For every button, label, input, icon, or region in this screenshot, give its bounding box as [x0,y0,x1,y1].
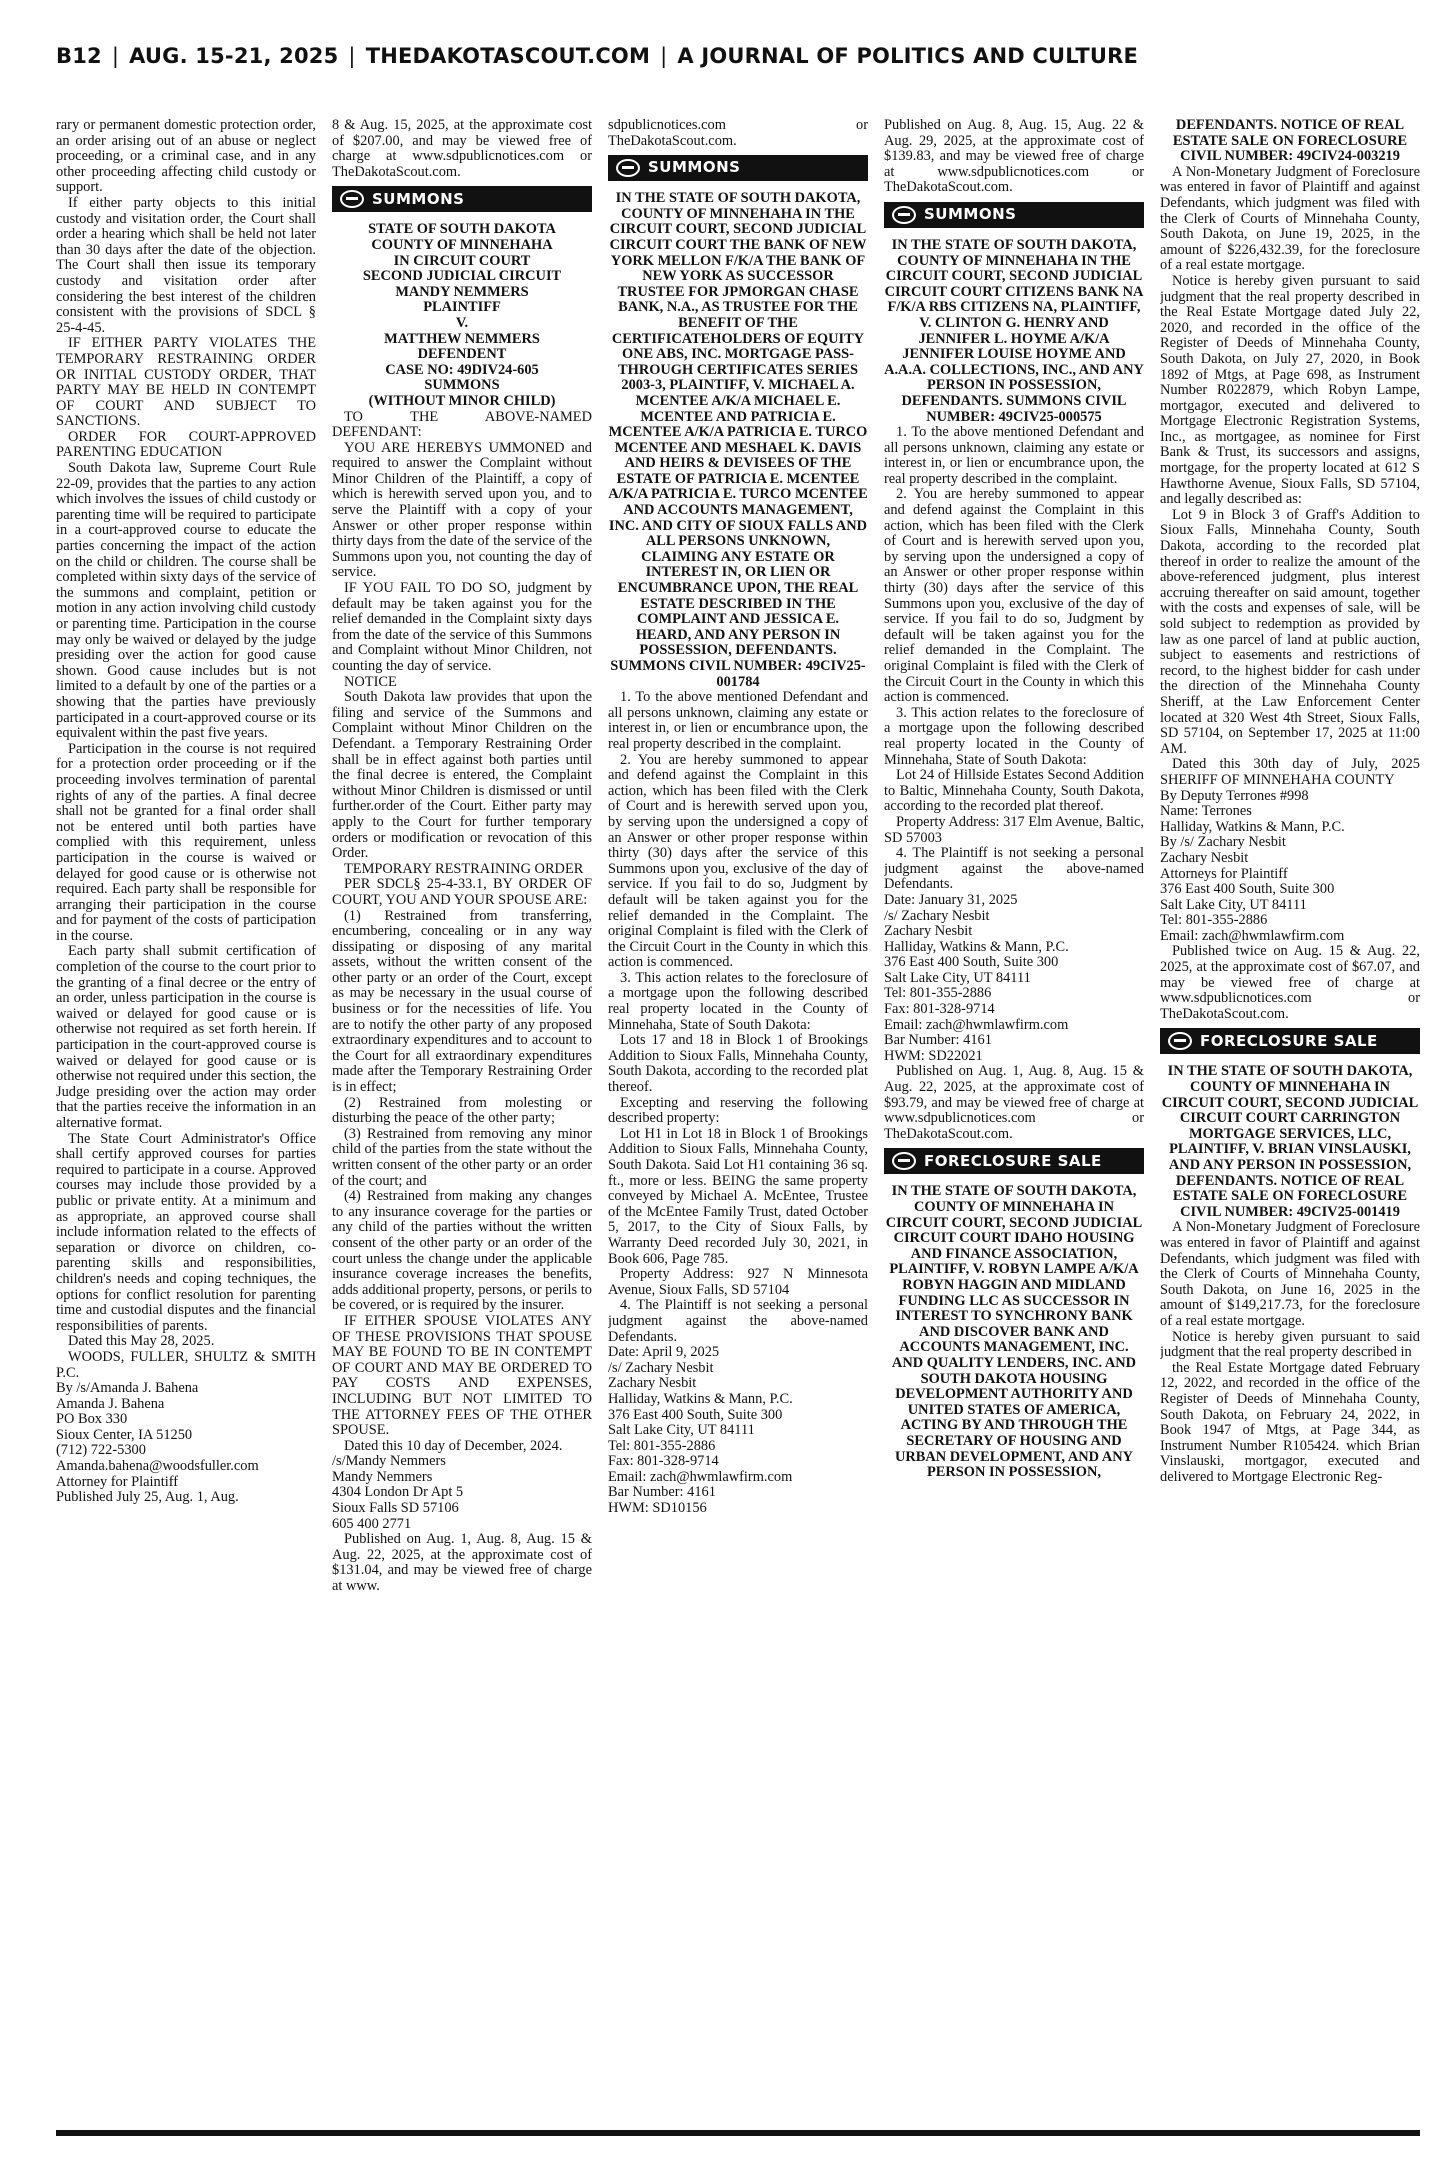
column-1 [56,118,316,2128]
notice-paragraph: By /s/ Zachary Nesbit [1160,834,1286,851]
notice-paragraph: Salt Lake City, UT 84111 [608,1422,755,1439]
notice-paragraph: Dated this 10 day of December, 2024. [344,1437,563,1454]
notice-paragraph: (4) Restrained from making any changes to any insurance coverage for the parties or any child of the parties without the written consent of the other party or an order of the court unless the change under the applicable insurance coverage increases the benefits, adds additional property, persons, or perils to be covered, or is required by the insurer. [332,1188,592,1314]
section-heading-label: SUMMONS [648,158,741,177]
column-5 [1160,118,1420,2128]
publication-tagline: A JOURNAL OF POLITICS AND CULTURE [677,44,1139,68]
notice-paragraph: The State Court Administrator's Office shall certify approved courses for parties required to participate in a course. Approved courses may include those provided by a public or private entity. At a minimum and as appropriate, an approved course shall include information related to the effects of separation or divorce on children, co-parenting skills and responsibilities, children's needs and coping techniques, the options for conflict resolution for parenting time and custodial disputes and the financial responsibilities of parents. [56,1130,316,1334]
notice-paragraph: Participation in the course is not required for a protection order proceeding or if the proceeding involves termination of parental rights of any of the parties. A final decree shall not be granted for a final order shall not be entered until both parties have complied with this requirement, unless participation in the course is waived or delayed for good cause or is otherwise not required. Each party shall be responsible for arranging their participation in the course and for payment of the costs of participation in the course. [56,740,316,944]
notice-paragraph: Tel: 801-355-2886 [1160,912,1268,929]
notice-paragraph: South Dakota law provides that upon the filing and service of the Summons and Complaint without Minor Children on the Defendant. a Temporary Restraining Order shall be in effect against both parties until the final decree is entered, the Complaint without Minor Children is dismissed or until further.order of the Court. Either party may apply to the Court for further temporary orders or modification or revocation of this Order. [332,689,592,862]
notice-paragraph: Dated this 30th day of July, 2025 SHERIFF OF MINNEHAHA COUNTY [1160,756,1420,788]
notice-paragraph: Email: zach@hwmlawfirm.com [1160,927,1345,944]
notice-paragraph: Excepting and reserving the following described property: [608,1094,868,1127]
notice-paragraph: 376 East 400 South, Suite 300 [608,1406,783,1423]
notice-paragraph: 3. This action relates to the foreclosure of a mortgage upon the following described real property located in the County of Minnehaha, State of South Dakota: [884,704,1144,768]
scout-logo-icon [892,1152,916,1170]
notice-paragraph: Email: zach@hwmlawfirm.com [884,1016,1069,1033]
notice-paragraph: IF EITHER SPOUSE VIOLATES ANY OF THESE PROVISIONS THAT SPOUSE MAY BE FOUND TO BE IN CONTEMPT OF COURT AND MAY BE ORDERED TO PAY COSTS AND EXPENSES, INCLUDING BUT NOT LIMITED TO THE ATTORNEY FEES OF THE OTHER SPOUSE. [332,1312,592,1439]
notice-paragraph: /s/Mandy Nemmers [332,1453,446,1470]
notice-caption: DEFENDENT [417,346,507,363]
notice-paragraph: Sioux Center, IA 51250 [56,1426,193,1443]
notice-paragraph: Sioux Falls SD 57106 [332,1500,459,1517]
notice-paragraph: Tel: 801-355-2886 [884,985,992,1002]
notice-paragraph: Date: January 31, 2025 [884,891,1018,908]
notice-caption: MANDY NEMMERS [395,283,529,300]
notice-paragraph: Fax: 801-328-9714 [608,1453,719,1470]
notice-paragraph: If either party objects to this initial custody and visitation order, the Court shall order a hearing which shall be held not later than 30 days after the date of the objection. The Court shall then issue its temporary custody and visitation order after considering the best interest of the children consistent with the provisions of SDCL § 25-4-45. [56,194,316,336]
notice-caption: IN THE STATE OF SOUTH DAKOTA, COUNTY OF MINNEHAHA IN THE CIRCUIT COURT, SECOND JUDICIAL CIRCUIT COURT CITIZENS BANK NA F/K/A RBS CITIZENS NA, PLAINTIFF, V. CLINTON G. HENRY AND JENNIFER L. HOYME A/K/A JENNIFER LOUISE HOYME AND A.A.A. COLLECTIONS, INC., AND ANY PERSON IN POSSESSION, DEFENDANTS. SUMMONS CIVIL NUMBER: 49CIV25-000575 [884,236,1144,425]
notice-paragraph: Amanda.bahena@woodsfuller.com [56,1458,259,1475]
notice-caption: V. [455,314,469,331]
notice-paragraph: 1. To the above mentioned Defendant and all persons unknown, claiming any estate or interest in, or lien or encumbrance upon, the real property described in the complaint. [884,424,1144,487]
notice-paragraph: A Non-Monetary Judgment of Foreclosure was entered in favor of Plaintiff and against Defendants, which judgment was filed with the Clerk of Courts of Minnehaha County, South Dakota, on June 16, 2025 in the amount of $149,217.73, for the foreclosure of a real estate mortgage. [1160,1219,1420,1329]
notice-paragraph: IF EITHER PARTY VIOLATES THE TEMPORARY RESTRAINING ORDER OR INITIAL CUSTODY ORDER, THAT PARTY MAY BE HELD IN CONTEMPT OF COURT AND SUBJECT TO SANCTIONS. [56,335,316,430]
notice-paragraph: Attorney for Plaintiff [56,1473,179,1490]
site-name: THEDAKOTASCOUT.COM [365,44,651,68]
notice-caption: SUMMONS [424,377,500,394]
scout-logo-icon [616,159,640,177]
notice-paragraph: 376 East 400 South, Suite 300 [1160,881,1335,898]
bottom-rule [56,2130,1420,2136]
notice-paragraph: Fax: 801-328-9714 [884,1001,995,1018]
scout-logo-icon [892,206,916,224]
notice-paragraph: 3. This action relates to the foreclosure of a mortgage upon the following described real property located in the County of Minnehaha, State of South Dakota: [608,969,868,1033]
scout-logo-icon [1168,1032,1192,1050]
notice-paragraph: Name: Terrones [1160,803,1252,820]
notice-paragraph: Notice is hereby given pursuant to said judgment that the real property described in [1160,1328,1420,1361]
notice-paragraph: Salt Lake City, UT 84111 [884,969,1031,986]
header-separator: | [348,44,356,68]
notice-caption: PLAINTIFF [423,299,501,316]
notice-paragraph: Zachary Nesbit [1160,849,1249,866]
notice-paragraph: 4. The Plaintiff is not seeking a personal judgment against the above-named Defendants. [884,845,1144,893]
header-separator: | [111,44,120,68]
column-2 [332,118,592,2128]
notice-paragraph: /s/ Zachary Nesbit [608,1359,714,1376]
notice-paragraph: Lot 9 in Block 3 of Graff's Addition to Sioux Falls, Minnehaha County, South Dakota, according to the recorded plat thereof in order to realize the amount of the above-referenced judgment, plus interest accruing thereafter on said amount, together with the costs and expenses of sale, will be sold subject to redemption as provided by law as one parcel of land at public auction, subject to easements and restrictions of record, to the highest bidder for cash under the direction of the Minnehaha County Sheriff, at the Law Enforcement Center located at 320 West 4th Street, Sioux Falls, SD 57104, on September 17, 2025 at 11:00 AM. [1160,506,1420,757]
notice-paragraph: IF YOU FAIL TO DO SO, judgment by default may be taken against you for the relief demanded in the Complaint sixty days from the date of the service of this Summons and Complaint without Minor Children, not counting the day of service. [332,580,592,674]
notice-paragraph: PO Box 330 [56,1411,128,1428]
section-heading [884,1148,1144,1174]
notice-paragraph: Zachary Nesbit [884,923,973,940]
notice-paragraph: 2. You are hereby summoned to appear and defend against the Complaint in this action, which has been filed with the Clerk of Court and is herewith served upon you, by serving upon the undersigned a copy of an Answer or other proper response within thirty (30) days after the service of this Summons upon you, exclusive of the day of service. If you fail to do so, Judgment by default will be taken against you for the relief demanded in the Complaint. The original Complaint is filed with the Clerk of the Circuit Court in the County in which this action is commenced. [608,751,868,971]
notice-paragraph: PER SDCL§ 25-4-33.1, BY ORDER OF COURT, YOU AND YOUR SPOUSE ARE: [332,876,592,908]
notice-paragraph: NOTICE [344,673,397,690]
notice-caption: CASE NO: 49DIV24-605 [385,361,539,378]
notice-caption: IN THE STATE OF SOUTH DAKOTA, COUNTY OF MINNEHAHA IN THE CIRCUIT COURT, SECOND JUDICIAL CIRCUIT COURT THE BANK OF NEW YORK MELLON F/K/A THE BANK OF NEW YORK AS SUCCESSOR TRUSTEE FOR JPMORGAN CHASE BANK, N.A., AS TRUSTEE FOR THE BENEFIT OF THE CERTIFICATEHOLDERS OF EQUITY ONE ABS, INC. MORTGAGE PASS-THROUGH CERTIFICATES SERIES 2003-3, PLAINTIFF, V. MICHAEL A. MCENTEE A/K/A MICHAEL E. MCENTEE AND PATRICIA E. MCENTEE A/K/A PATRICIA E. TURCO MCENTEE AND MESHAEL K. DAVIS AND HEIRS & DEVISEES OF THE ESTATE OF PATRICIA E. MCENTEE A/K/A PATRICIA E. TURCO MCENTEE AND ACCOUNTS MANAGEMENT, INC. AND CITY OF SIOUX FALLS AND ALL PERSONS UNKNOWN, CLAIMING ANY ESTATE OR INTEREST IN, OR LIEN OR ENCUMBRANCE UPON, THE REAL ESTATE DESCRIBED IN THE COMPLAINT AND JESSICA E. HEARD, AND ANY PERSON IN POSSESSION, DEFENDANTS. SUMMONS CIVIL NUMBER: 49CIV25-001784 [608,190,868,690]
notice-paragraph: Published on Aug. 1, Aug. 8, Aug. 15 & Aug. 22, 2025, at the approximate cost of $93.79, and may be viewed free of charge at www.sdpublicnotices.com or TheDakotaScout.com. [884,1063,1144,1142]
notice-paragraph: 1. To the above mentioned Defendant and all persons unknown, claiming any estate or interest in, or lien or encumbrance upon, the real property described in the complaint. [608,689,868,752]
notice-paragraph: Published on Aug. 8, Aug. 15, Aug. 22 & Aug. 29, 2025, at the approximate cost of $139.83, and may be viewed free of charge at www.sdpublicnotices.com or TheDakotaScout.com. [884,118,1144,196]
notice-paragraph: By Deputy Terrones #998 [1160,787,1309,804]
notice-paragraph: Lots 17 and 18 in Block 1 of Brookings Addition to Sioux Falls, Minnehaha County, South Dakota, according to the recorded plat thereof. [608,1032,868,1096]
header-separator: | [660,44,668,68]
section-heading [1160,1028,1420,1054]
section-heading [608,155,868,181]
notice-paragraph: Bar Number: 4161 [608,1484,716,1501]
notice-paragraph: sdpublicnotices.com or TheDakotaScout.com. [608,118,868,149]
column-3 [608,118,868,2128]
notice-paragraph: 2. You are hereby summoned to appear and defend against the Complaint in this action, which has been filed with the Clerk of Court and is herewith served upon you, by serving upon the undersigned a copy of an Answer or other proper response within thirty (30) days after the service of this Summons upon you, exclusive of the day of service. If you fail to do so, Judgment by default will be taken against you for the relief demanded in the Complaint. The original Complaint is filed with the Clerk of the Circuit Court in the County in which this action is commenced. [884,486,1144,706]
notice-paragraph: HWM: SD10156 [608,1500,707,1517]
notice-paragraph: Published twice on Aug. 15 & Aug. 22, 2025, at the approximate cost of $67.07, and may be viewed free of charge at www.sdpublicnotices.com or TheDakotaScout.com. [1160,943,1420,1022]
notice-paragraph: Notice is hereby given pursuant to said judgment that the real property described in the Real Estate Mortgage dated July 22, 2020, and recorded in the office of the Register of Deeds of Minnehaha County, South Dakota, on July 27, 2020, in Book 1892 of Mtgs, at Page 698, as Instrument Number R022879, which Robyn Lampe, mortgagor, executed and delivered to Mortgage Electronic Registration Systems, Inc., as mortgagee, as nominee for First Bank & Trust, its successors and assigns, mortgage, for the property located at 612 S Hawthorne Avenue, Sioux Falls, SD 57104, and legally described as: [1160,272,1420,508]
section-heading-label: FORECLOSURE SALE [924,1151,1102,1170]
notice-paragraph: Mandy Nemmers [332,1468,433,1485]
issue-date: AUG. 15-21, 2025 [129,44,339,68]
section-heading-label: SUMMONS [924,205,1017,224]
notice-paragraph: 605 400 2771 [332,1515,412,1532]
notice-paragraph: 4304 London Dr Apt 5 [332,1484,464,1501]
notice-paragraph: TEMPORARY RESTRAINING ORDER [344,860,584,877]
notice-paragraph: Date: April 9, 2025 [608,1344,720,1361]
notice-paragraph: Property Address: 317 Elm Avenue, Baltic, SD 57003 [884,813,1144,846]
notice-caption: STATE OF SOUTH DAKOTA [368,221,556,238]
scout-logo-icon [340,190,364,208]
notice-paragraph: South Dakota law, Supreme Court Rule 22-09, provides that the parties to any action which involves the issues of child custody or parenting time will be required to participate in a court-approved course to educate the parties concerning the impact of the action on the child or children. The course shall be completed within sixty days of the service of the summons and complaint, petition or motion in any action involving child custody or parenting time. Participation in the course may only be waived or delayed by the judge presiding over the action for good cause shown. Good cause includes but is not limited to a default by one of the parties or a showing that the parties have previously participated in a court-approved course or its equivalent within the past five years. [56,460,316,742]
notice-paragraph: Attorneys for Plaintiff [1160,865,1288,882]
notice-caption: (WITHOUT MINOR CHILD) [368,392,556,409]
notice-paragraph: (2) Restrained from molesting or disturbing the peace of the other party; [332,1094,592,1127]
notice-caption: DEFENDANTS. NOTICE OF REAL ESTATE SALE ON FORECLOSURE CIVIL NUMBER: 49CIV24-003219 [1172,118,1408,165]
notice-paragraph: Amanda J. Bahena [56,1395,165,1412]
notice-paragraph: rary or permanent domestic protection order, an order arising out of an abuse or neglect proceeding, or a criminal case, and in any other proceeding affecting child custody or support. [56,118,316,196]
notice-paragraph: 4. The Plaintiff is not seeking a personal judgment against the above-named Defendants. [608,1297,868,1345]
notice-paragraph: Dated this May 28, 2025. [68,1333,215,1350]
notice-paragraph: By /s/Amanda J. Bahena [56,1380,199,1397]
notice-caption: IN CIRCUIT COURT [393,252,531,269]
column-4 [884,118,1144,2128]
notice-paragraph: Salt Lake City, UT 84111 [1160,896,1307,913]
notice-paragraph: the Real Estate Mortgage dated February 12, 2022, and recorded in the office of the Register of Deeds of Minnehaha County, South Dakota, on February 24, 2022, in Book 1947 of Mtgs, at Page 344, as Instrument Number R105424. which Brian Vinslauski, mortgagor, executed and delivered to Mortgage Electronic Reg- [1160,1359,1420,1485]
notice-caption: MATTHEW NEMMERS [384,330,540,347]
notice-paragraph: (712) 722-5300 [56,1442,146,1459]
section-heading-label: SUMMONS [372,189,465,208]
notice-caption: IN THE STATE OF SOUTH DAKOTA, COUNTY OF MINNEHAHA IN CIRCUIT COURT, SECOND JUDICIAL CIRCUIT COURT IDAHO HOUSING AND FINANCE ASSOCIATION, PLAINTIFF, V. ROBYN LAMPE A/K/A ROBYN HAGGIN AND MIDLAND FUNDING LLC AS SUCCESSOR IN INTEREST TO SYNCHRONY BANK AND DISCOVER BANK AND ACCOUNTS MANAGEMENT, INC. AND QUALITY LENDERS, INC. AND SOUTH DAKOTA HOUSING DEVELOPMENT AUTHORITY AND UNITED STATES OF AMERICA, ACTING BY AND THROUGH THE SECRETARY OF HOUSING AND URBAN DEVELOPMENT, AND ANY PERSON IN POSSESSION, [885,1183,1143,1481]
page-header [56,44,1400,84]
notice-caption: IN THE STATE OF SOUTH DAKOTA, COUNTY OF MINNEHAHA IN CIRCUIT COURT, SECOND JUDICIAL CIRCUIT COURT CARRINGTON MORTGAGE SERVICES, LLC, PLAINTIFF, V. BRIAN VINSLAUSKI, AND ANY PERSON IN POSSESSION, DEFENDANTS. NOTICE OF REAL ESTATE SALE ON FORECLOSURE CIVIL NUMBER: 49CIV25-001419 [1161,1063,1419,1220]
notice-paragraph: (1) Restrained from transferring, encumbering, concealing or in any way dissipating or disposing of any marital assets, without the written consent of the other party or an order of the Court, except as may be necessary in the usual course of business or for the necessities of life. You are to notify the other party of any proposed extraordinary expenditures and to account to the Court for all extraordinary expenditures made after the Temporary Restraining Order is in effect; [332,907,592,1096]
section-heading [884,202,1144,228]
page-number: B12 [56,44,102,68]
notice-paragraph: HWM: SD22021 [884,1047,983,1064]
notice-paragraph: Halliday, Watkins & Mann, P.C. [608,1390,793,1407]
notice-paragraph: Property Address: 927 N Minnesota Avenue, Sioux Falls, SD 57104 [608,1266,868,1298]
notice-caption: COUNTY OF MINNEHAHA [371,236,553,253]
notice-paragraph: /s/ Zachary Nesbit [884,907,990,924]
notice-paragraph: Halliday, Watkins & Mann, P.C. [884,938,1069,955]
notice-paragraph: WOODS, FULLER, SHULTZ & SMITH P.C. [56,1348,316,1381]
notice-paragraph: YOU ARE HEREBYS UMMONED and required to answer the Complaint without Minor Children of the Plaintiff, a copy of which is herewith served upon you, and to serve the Plaintiff with a copy of your Answer or other proper response within thirty days from the date of the service of the Summons upon you, not counting the day of service. [332,439,592,581]
notice-paragraph: Lot H1 in Lot 18 in Block 1 of Brookings Addition to Sioux Falls, Minnehaha County, South Dakota. Said Lot H1 containing 36 sq. ft., more or less. BEING the same property conveyed by Michael A. McEntee, Trustee of the McEntee Family Trust, dated October 5, 2017, to the City of Sioux Falls, by Warranty Deed recorded July 30, 2021, in Book 606, Page 785. [608,1125,868,1267]
notice-paragraph: Email: zach@hwmlawfirm.com [608,1468,793,1485]
notice-paragraph: Each party shall submit certification of completion of the course to the court prior to the granting of a final decree or the entry of an order, unless participation in the course is waived or delayed for good cause or is otherwise not required as set forth herein. If participation in the court-approved course is waived or delayed for good cause or is otherwise not required under this section, the Judge presiding over the action may order that the parties receive the information in an alternative format. [56,943,316,1131]
notice-caption: SECOND JUDICIAL CIRCUIT [362,268,562,285]
notice-paragraph: Lot 24 of Hillside Estates Second Addition to Baltic, Minnehaha County, South Dakota, according to the recorded plat thereof. [884,767,1144,815]
notice-paragraph: Tel: 801-355-2886 [608,1437,716,1454]
notice-paragraph: Zachary Nesbit [608,1375,697,1392]
section-heading [332,186,592,212]
notice-paragraph: TO THE ABOVE-NAMED DEFENDANT: [332,408,592,441]
notice-paragraph: Halliday, Watkins & Mann, P.C. [1160,818,1345,835]
notice-paragraph: Bar Number: 4161 [884,1032,992,1049]
notice-paragraph: (3) Restrained from removing any minor child of the parties from the state without the written consent of the other party or an order of the court; and [332,1125,592,1189]
notice-paragraph: A Non-Monetary Judgment of Foreclosure was entered in favor of Plaintiff and against Defendants, which judgment was filed with the Clerk of Courts of Minnehaha County, South Dakota, on June 19, 2025, in the amount of $226,432.39, for the foreclosure of a real estate mortgage. [1160,163,1420,274]
notice-paragraph: ORDER FOR COURT-APPROVED PARENTING EDUCATION [56,428,316,461]
legal-notice-columns [56,118,1420,2128]
section-heading-label: FORECLOSURE SALE [1200,1031,1378,1050]
notice-paragraph: 8 & Aug. 15, 2025, at the approximate cost of $207.00, and may be viewed free of charge at www.sdpublicnotices.com or TheDakotaScout.com. [332,118,592,180]
notice-paragraph: 376 East 400 South, Suite 300 [884,954,1059,971]
notice-paragraph: Published on Aug. 1, Aug. 8, Aug. 15 & Aug. 22, 2025, at the approximate cost of $131.04, and may be viewed free of charge at www. [332,1531,592,1595]
notice-paragraph: Published July 25, Aug. 1, Aug. [56,1489,239,1506]
